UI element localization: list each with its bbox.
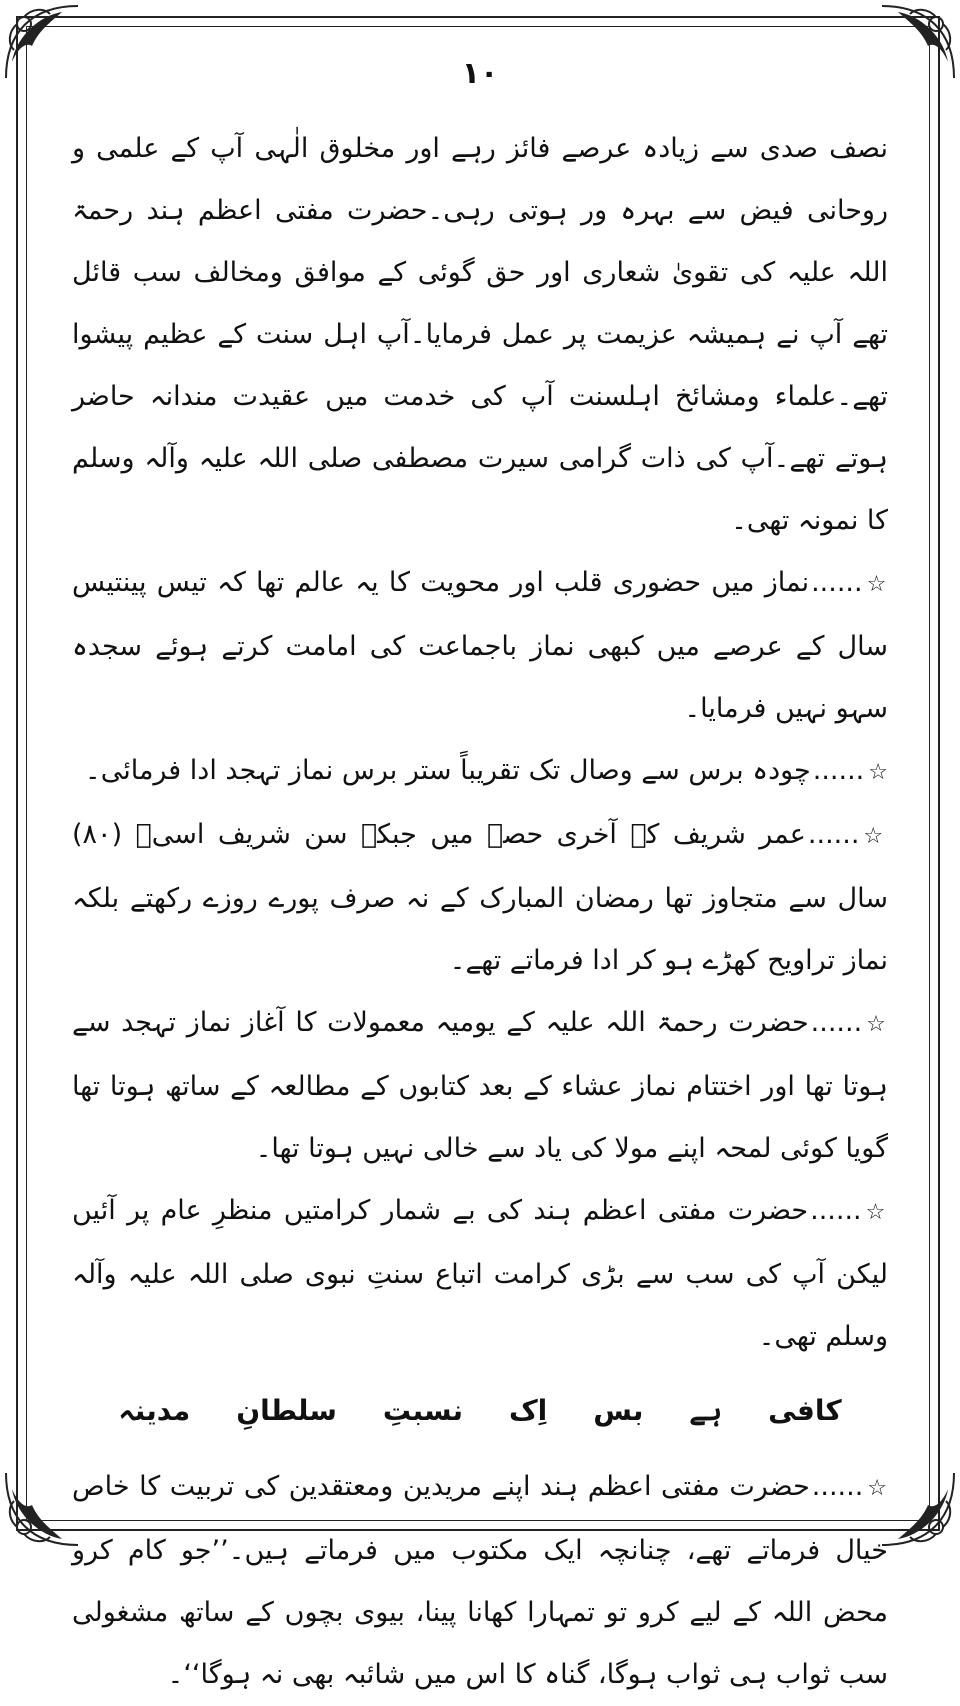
corner-ornament-icon: [878, 1469, 958, 1549]
text-line: عمر شریف کے آخری حصہ میں جبکہ سن شریف اسیؔ (۸۰) سال سے متجاوز تھا: [72, 819, 889, 914]
bullet-item: [72, 1456, 888, 1706]
leader-dots: ......: [810, 1007, 863, 1038]
star-icon: ☆: [866, 572, 888, 597]
star-icon: ☆: [863, 824, 888, 849]
text-line: نصف صدی سے زیادہ عرصے فائز رہے اور مخلوق الٰہی آپ کے علمی و روحانی فیض سے: [72, 133, 888, 226]
leader-dots: ......: [811, 1471, 864, 1502]
leader-dots: ......: [812, 755, 865, 786]
verse-word: اِک: [508, 1394, 548, 1427]
star-icon: ☆: [866, 1012, 888, 1037]
verse-word: بس: [593, 1394, 644, 1427]
text-line: فرماتے تھے۔: [449, 945, 584, 976]
leader-dots: ......: [807, 819, 860, 850]
text-line: موافق ومخالف سب قائل تھے آپ نے ہمیشہ عزیمت پر عمل فرمایا۔آپ اہل سنت کے: [72, 257, 888, 350]
page-number: ۱۰: [461, 56, 499, 91]
verse-word: ہے: [689, 1394, 723, 1427]
star-icon: ☆: [865, 1200, 888, 1225]
page-body: [72, 118, 888, 1706]
star-icon: ☆: [867, 1476, 888, 1501]
corner-ornament-icon: [2, 1469, 82, 1549]
text-line: حضرت رحمۃ اللہ علیہ کے یومیہ معمولات کا آغاز نماز تہجد سے ہوتا تھا اور اختتام نماز: [72, 1007, 888, 1102]
text-line: بیوی بچوں کے ساتھ مشغولی سب ثواب ہی ثواب ہوگا، گناہ کا اس میں شائبہ بھی نہ ہوگا‘‘۔: [72, 1597, 888, 1690]
text-line: چنانچہ ایک مکتوب میں فرماتے ہیں۔’’جو کام کرو محض اللہ کے لیے کرو تو تمہارا کھانا پینا،: [72, 1535, 888, 1628]
intro-paragraph: [72, 118, 888, 552]
text-line: عشاء کے بعد کتابوں کے مطالعہ کے ساتھ ہوتا تھا گویا کوئی لمحہ اپنے مولا کی یاد سے: [72, 1071, 888, 1164]
text-line: رمضان المبارک کے نہ صرف پورے روزے رکھتے بلکہ نماز تراویح کھڑے ہو کر ادا: [72, 883, 888, 976]
bullet-item: [72, 804, 888, 992]
poetry-verse: [72, 1380, 888, 1442]
text-line: نماز میں حضوری قلب اور محویت کا یہ عالم تھا کہ تیس پینتیس سال کے عرصے میں کبھی: [72, 567, 888, 662]
star-icon: ☆: [868, 760, 888, 785]
bullet-item: [72, 740, 888, 804]
text-line: عظیم پیشوا تھے۔علماء ومشائخ اہلسنت آپ کی خدمت میں عقیدت مندانہ حاضر ہوتے: [72, 319, 888, 474]
text-line: چودہ برس سے وصال تک تقریباً ستر برس نماز تہجد ادا فرمائی۔: [84, 755, 811, 786]
text-line: تھے۔آپ کی ذات گرامی سیرت مصطفی صلی اللہ علیہ وآلہ وسلم کا نمونہ تھی۔: [72, 443, 888, 536]
verse-word: مدینہ: [118, 1394, 191, 1427]
bullet-item: [72, 1180, 888, 1368]
bullet-item: [72, 992, 888, 1180]
leader-dots: ......: [811, 567, 863, 598]
verse-word: نسبتِ: [382, 1394, 463, 1427]
text-line: بہرہ ور ہوتی رہی۔حضرت مفتی اعظم ہند رحمۃ اللہ علیہ کی تقویٰ شعاری اور حق گوئی کے: [72, 195, 888, 288]
bullet-item: [72, 552, 888, 740]
verse-word: سلطانِ: [236, 1394, 337, 1427]
verse-word: کافی: [768, 1394, 842, 1427]
text-line: حضرت مفتی اعظم ہند اپنے مریدین ومعتقدین کی تربیت کا خاص خیال فرماتے تھے،: [72, 1471, 888, 1566]
leader-dots: ......: [810, 1195, 862, 1226]
text-line: حضرت مفتی اعظم ہند کی بے شمار کرامتیں منظرِ عام پر آئیں لیکن آپ کی سب سے: [72, 1195, 888, 1290]
text-line: نماز باجماعت کی امامت کرتے ہوئے سجدہ سہو نہیں فرمایا۔: [72, 631, 888, 724]
text-line: خالی نہیں ہوتا تھا۔: [255, 1133, 479, 1164]
text-line: بڑی کرامت اتباع سنتِ نبوی صلی اللہ علیہ وآلہ وسلم تھی۔: [72, 1259, 888, 1352]
